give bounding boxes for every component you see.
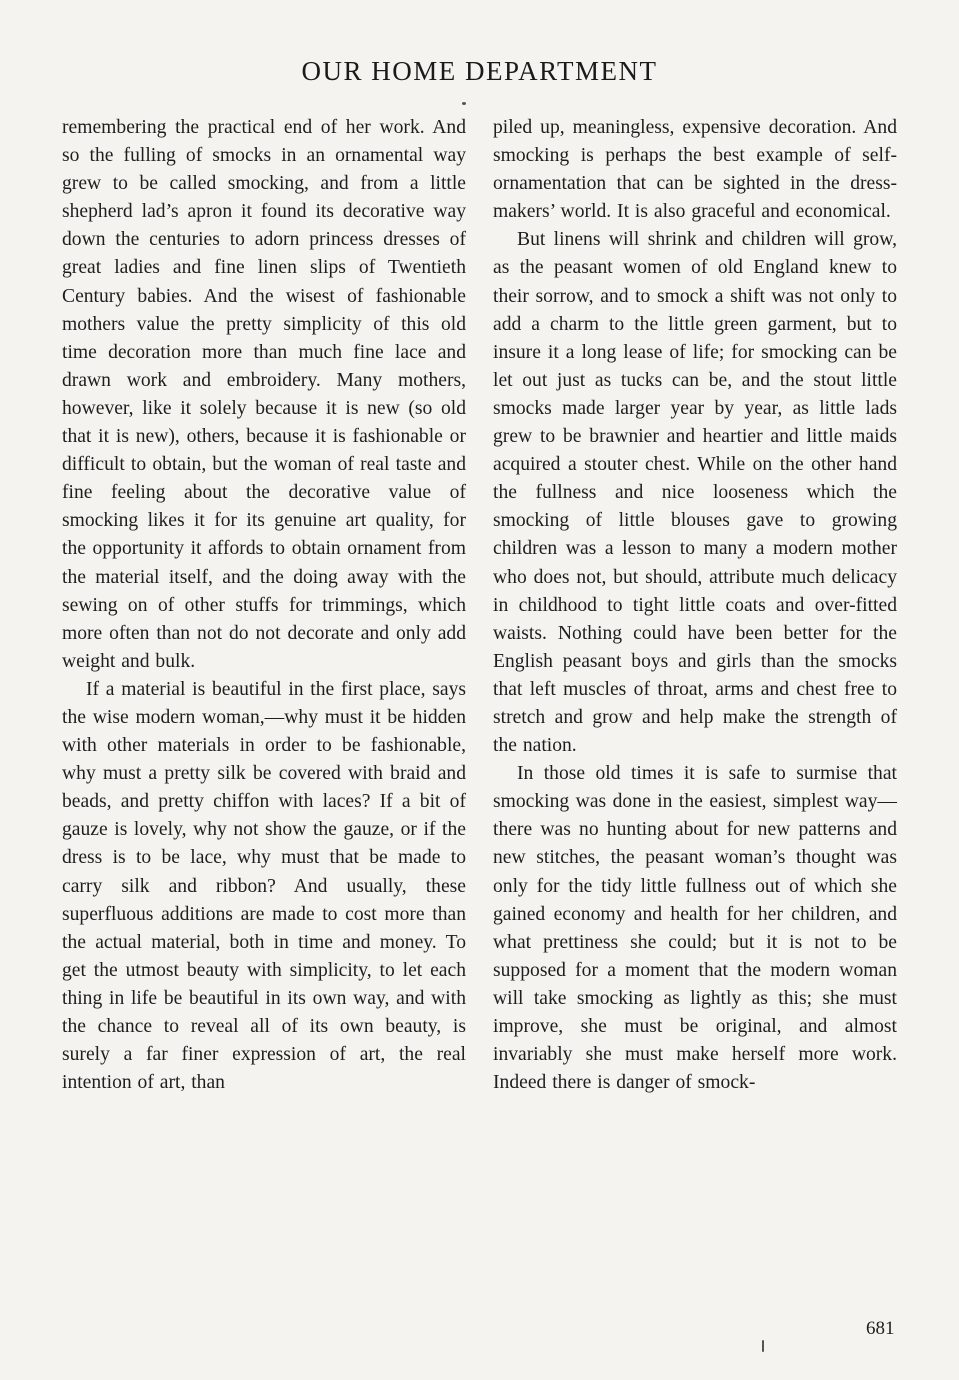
- page-number: 681: [866, 1318, 895, 1339]
- right-paragraph-1: piled up, meaningless, expensive decoration. And smocking is perhaps the best example of self-ornamentation that can be sighted in the dress-makers’ world. It is also graceful and economical.: [493, 117, 897, 223]
- left-paragraph-2: If a material is beautiful in the first place, says the wise modern woman,—why must it be hidden with other materials in order to be fashionable, why must a pretty silk be covered with braid and beads, and pretty chiffon with laces? If a bit of gauze is lovely, why not show the gauze, or if the dress is to be lace, why must that be made to carry silk and ribbon? And usually, these superfluous additions are made to cost more than the actual material, both in time and money. To get the utmost beauty with simplicity, to let each thing in life be beautiful in its own way, and with the chance to reveal all of its own beauty, is surely a far finer expression of art, the real intention of art, than: [62, 678, 466, 1094]
- running-title: OUR HOME DEPARTMENT: [301, 56, 658, 86]
- left-text-column: [62, 114, 466, 1097]
- right-text-column: [493, 114, 897, 1097]
- right-paragraph-2: But linens will shrink and children will grow, as the peasant women of old England knew to their sorrow, and to smock a shift was not only to add a charm to the little green garment, but to insure it a long lease of life; for smocking can be let out just as tucks can be, and the stout little smocks made larger year by year, as little lads grew to be brawnier and heartier and little maids acquired a stouter chest. While on the other hand the fullness and nice looseness which the smocking of little blouses gave to growing children was a lesson to many a modern mother who does not, but should, attribute much delicacy in childhood to tight little coats and over-fitted waists. Nothing could have been better for the English peasant boys and girls than the smocks that left muscles of throat, arms and chest free to stretch and grow and help make the strength of the nation.: [493, 229, 897, 757]
- left-paragraph-1: remembering the practical end of her work. And so the fulling of smocks in an ornamental way grew to be called smocking, and from a little shepherd lad’s apron it found its decorative way down the centuries to adorn princess dresses of great ladies and fine linen slips of Twentieth Century babies. And the wisest of fashionable mothers value the pretty simplicity of this old time decoration more than much fine lace and drawn work and embroidery. Many mothers, however, like it solely because it is new (so old that it is new), others, because it is fashionable or difficult to obtain, but the woman of real taste and fine feeling about the decorative value of smocking likes it for its genuine art quality, for the opportunity it affords to obtain ornament from the material itself, and the doing away with the sewing on of other stuffs for trimmings, which more often than not do not decorate and only add weight and bulk.: [62, 117, 466, 672]
- right-paragraph-3: In those old times it is safe to surmise that smocking was done in the easiest, simplest way—there was no hunting about for new patterns and new stitches, the peasant woman’s thought was only for the tidy little fullness out of which she gained economy and health for her children, and what prettiness she could; but it is not to be supposed for a moment that the modern woman will take smocking as lightly as this; she must improve, she must be original, and almost invariably she must make herself more work. Indeed there is danger of smock-: [493, 763, 897, 1094]
- scan-speck: [762, 1340, 764, 1352]
- scan-speck: [462, 102, 466, 105]
